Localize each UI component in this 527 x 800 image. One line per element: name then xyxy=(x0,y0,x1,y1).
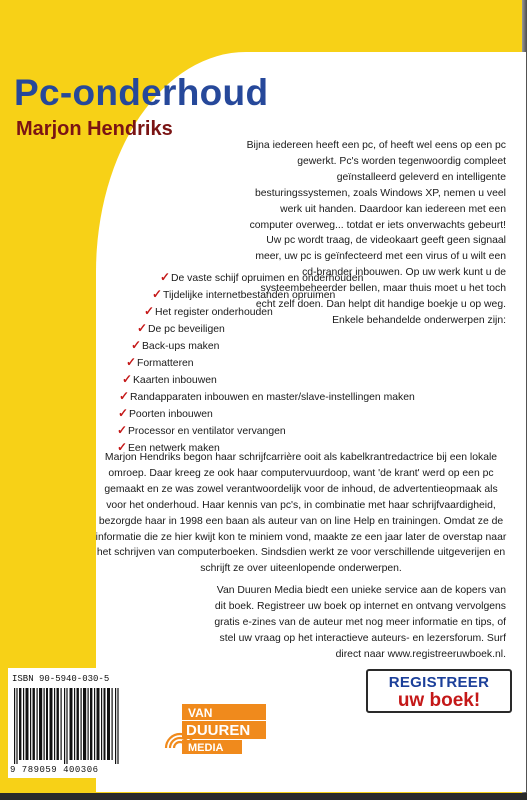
topic-item xyxy=(118,407,213,421)
topic-item xyxy=(144,305,273,319)
publisher-line-2: DUUREN xyxy=(186,722,251,739)
check-icon: ✓ xyxy=(137,321,148,335)
barcode-icon xyxy=(14,688,120,764)
topic-label: Tijdelijke internetbestanden opruimen xyxy=(163,290,336,301)
topic-item xyxy=(160,271,363,285)
topic-label: Kaarten inbouwen xyxy=(133,375,217,386)
register-book-badge xyxy=(366,669,512,713)
check-icon: ✓ xyxy=(122,372,133,386)
topic-item xyxy=(117,424,286,438)
check-icon: ✓ xyxy=(126,355,137,369)
publisher-line-1: VAN xyxy=(188,706,213,720)
topic-label: Een netwerk maken xyxy=(128,443,220,454)
topic-label: Randapparaten inbouwen en master/slave-instellingen maken xyxy=(130,392,415,403)
topic-label: Back-ups maken xyxy=(142,341,220,352)
ean-number: 9 789059 400306 xyxy=(10,765,99,775)
author-name: Marjon Hendriks xyxy=(16,118,173,140)
badge-line-2: uw boek! xyxy=(397,690,481,711)
intro-paragraph: Bijna iedereen heeft een pc, of heeft wel eens op een pc gewerkt. Pc's worden tegenwoordig compleet geïnstalleerd geleverd en intelligente besturingssystemen, zoals Windows XP, nemen u veel werk uit handen. Daardoor kan iedereen met een computer overweg... totdat er iets onverwachts gebeurt! Uw pc wordt traag, de videokaart geeft geen signaal meer, uw pc is geïnfecteerd met een virus of u wilt een cd-brander inbouwen. Op uw werk kunt u de systeembeheerder bellen, maar thuis moet u het toch echt zelf doen. Dan helpt dit handige boekje u op weg. Enkele behandelde onderwerpen zijn: xyxy=(246,140,506,326)
badge-line-1: REGISTREER xyxy=(388,674,490,691)
isbn-label: ISBN 90-5940-030-5 xyxy=(12,674,110,684)
topic-label: Formatteren xyxy=(137,358,194,369)
check-icon: ✓ xyxy=(118,406,129,420)
book-title: Pc-onderhoud xyxy=(14,72,269,113)
check-icon: ✓ xyxy=(119,389,130,403)
check-icon: ✓ xyxy=(117,423,128,437)
topic-label: De vaste schijf opruimen en onderhouden xyxy=(171,273,364,284)
publisher-line-3: MEDIA xyxy=(188,742,224,754)
check-icon: ✓ xyxy=(160,270,171,284)
topic-label: Het register onderhouden xyxy=(155,307,273,318)
topic-label: Processor en ventilator vervangen xyxy=(128,426,286,437)
topic-item xyxy=(126,356,194,370)
author-bio-paragraph: Marjon Hendriks begon haar schrijfcarrière ooit als kabelkrantredactrice bij een lokale omroep. Daar kreeg ze ook haar computervuurdoop, want 'de krant' werd op een pc gemaakt en ze was zowel verantwoordelijk voor de inhoud, de advertentieopmaak als voor het onderhoud. Haar kennis van pc's, in combinatie met haar schrijfvaardigheid, bezorgde haar in 1998 een baan als auteur van on line Help en trainingen. Omdat ze de informatie die ze hier kwijt kon te miniem vond, maakte ze een jaar later de overstap naar het schrijven van computerboeken. Sindsdien werkt ze voor verschillende uitgeverijen en schrijft ze over uiteenlopende onderwerpen. xyxy=(95,452,507,575)
topic-item xyxy=(131,339,219,353)
topic-label: Poorten inbouwen xyxy=(129,409,213,420)
check-icon: ✓ xyxy=(131,338,142,352)
check-icon: ✓ xyxy=(144,304,155,318)
check-icon: ✓ xyxy=(152,287,163,301)
topic-label: De pc beveiligen xyxy=(148,324,225,335)
service-paragraph: Van Duuren Media biedt een unieke service aan de kopers van dit boek. Registreer uw boek op internet en ontvang vervolgens gratis e-zines van de auteur met nog meer informatie en tips, of stel uw vraag op het interactieve auteurs- en lezersforum. Surf direct naar www.registreeruwboek.nl. xyxy=(214,585,506,660)
book-bottom-edge xyxy=(0,793,527,800)
topic-item xyxy=(137,322,225,336)
van-duuren-media-logo xyxy=(160,702,270,764)
topic-item xyxy=(122,373,217,387)
topic-item xyxy=(119,390,415,404)
check-icon: ✓ xyxy=(117,440,128,454)
topic-item xyxy=(152,288,335,302)
